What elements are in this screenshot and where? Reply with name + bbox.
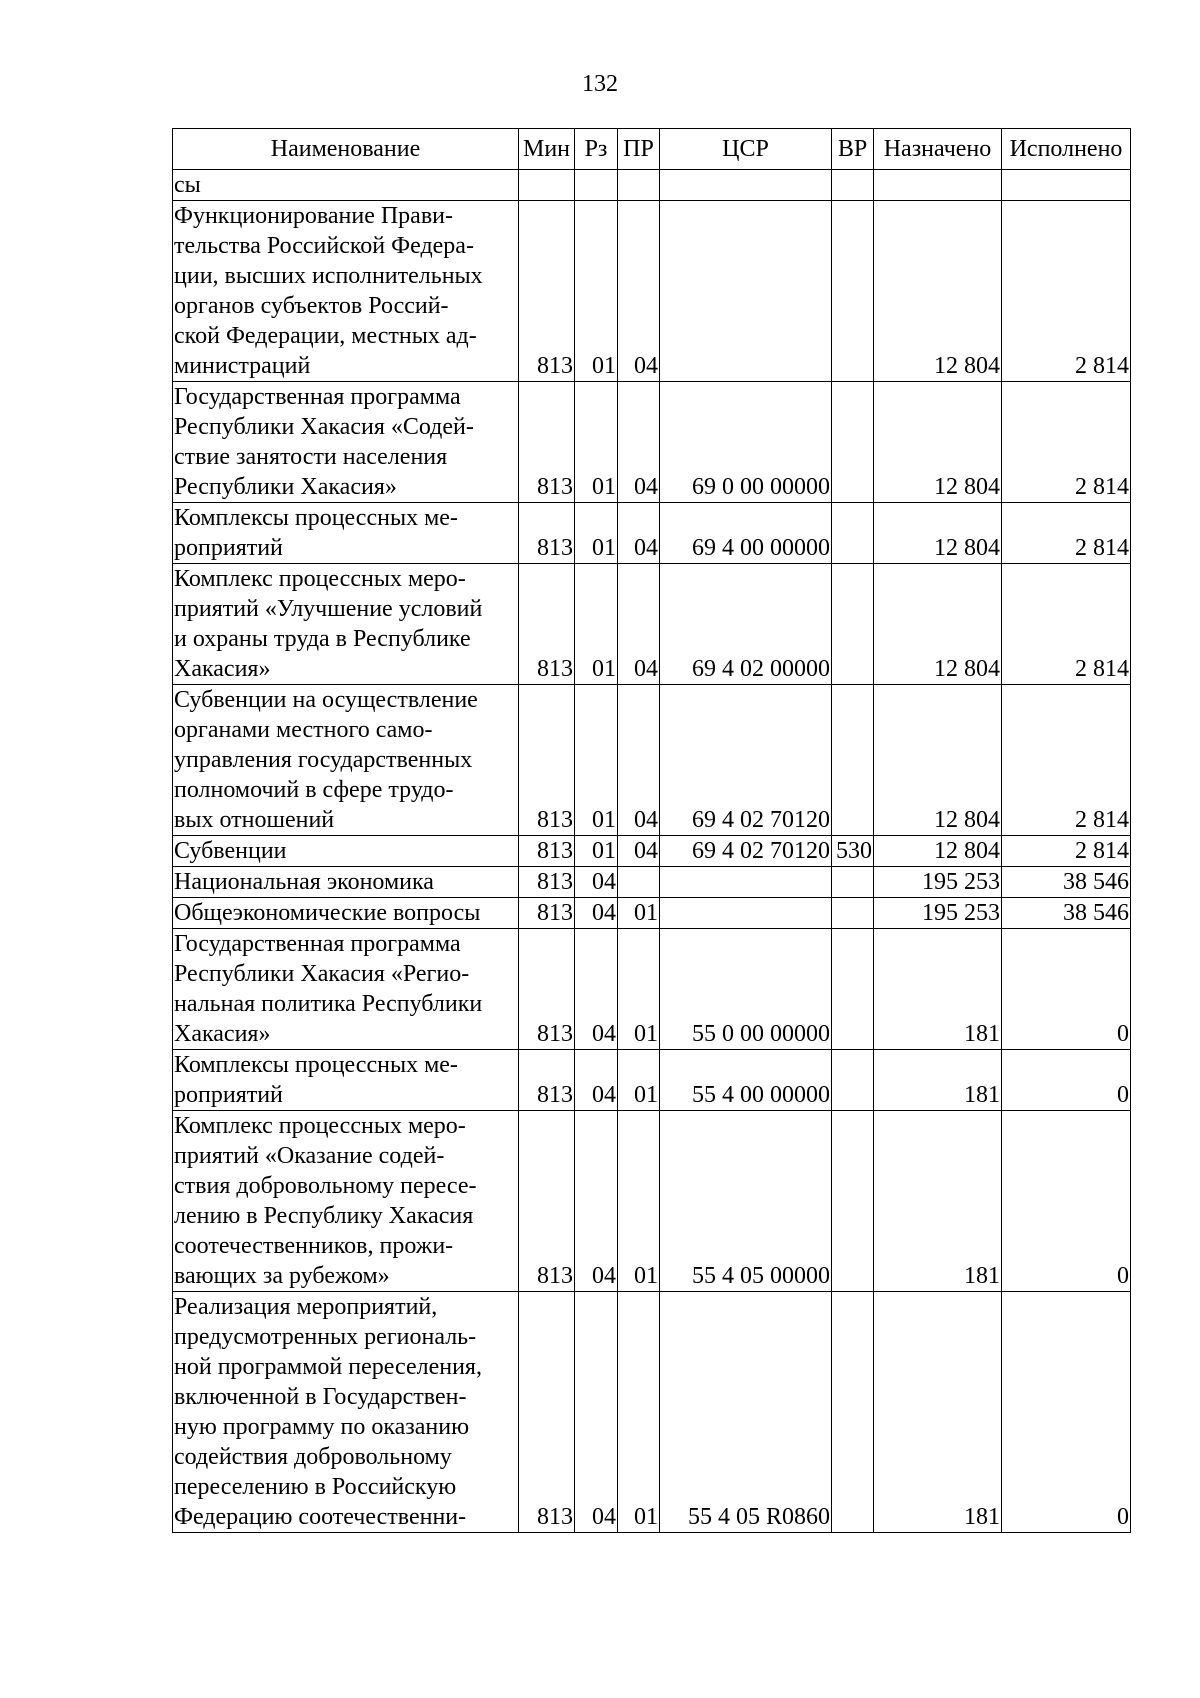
cell-vr xyxy=(832,1111,874,1292)
cell-min: 813 xyxy=(519,929,575,1050)
cell-name: Общеэкономические вопросы xyxy=(173,898,519,929)
cell-csr: 69 4 00 00000 xyxy=(660,503,832,564)
cell-executed: 2 814 xyxy=(1002,685,1131,836)
cell-executed: 2 814 xyxy=(1002,564,1131,685)
header-pr: ПР xyxy=(618,129,660,170)
cell-vr xyxy=(832,898,874,929)
cell-name: Комплексы процессных ме- роприятий xyxy=(173,503,519,564)
cell-min: 813 xyxy=(519,898,575,929)
cell-name: Функционирование Прави- тельства Российской Федера- ции, высших исполнительных органов субъектов Россий- ской Федерации, местных ад- министраций xyxy=(173,201,519,382)
cell-csr xyxy=(660,898,832,929)
cell-rz: 04 xyxy=(575,1050,618,1111)
table-row xyxy=(173,1111,1131,1292)
table-row xyxy=(173,1292,1131,1533)
cell-assigned: 12 804 xyxy=(874,685,1002,836)
cell-executed: 0 xyxy=(1002,1050,1131,1111)
header-min: Мин xyxy=(519,129,575,170)
cell-rz: 04 xyxy=(575,1111,618,1292)
table-body xyxy=(173,170,1131,1533)
table-row xyxy=(173,836,1131,867)
cell-pr: 01 xyxy=(618,1050,660,1111)
cell-rz: 04 xyxy=(575,1292,618,1533)
header-vr: ВР xyxy=(832,129,874,170)
cell-pr xyxy=(618,170,660,201)
cell-vr xyxy=(832,503,874,564)
cell-executed: 2 814 xyxy=(1002,201,1131,382)
table-row xyxy=(173,929,1131,1050)
cell-executed: 38 546 xyxy=(1002,867,1131,898)
cell-assigned xyxy=(874,170,1002,201)
cell-assigned: 195 253 xyxy=(874,867,1002,898)
cell-rz: 01 xyxy=(575,201,618,382)
cell-pr: 04 xyxy=(618,564,660,685)
cell-csr: 55 4 00 00000 xyxy=(660,1050,832,1111)
cell-executed: 2 814 xyxy=(1002,382,1131,503)
table-header-row xyxy=(173,129,1131,170)
cell-pr: 01 xyxy=(618,1292,660,1533)
cell-rz: 01 xyxy=(575,836,618,867)
cell-min: 813 xyxy=(519,564,575,685)
cell-vr xyxy=(832,929,874,1050)
cell-executed: 0 xyxy=(1002,929,1131,1050)
cell-assigned: 181 xyxy=(874,929,1002,1050)
cell-assigned: 12 804 xyxy=(874,836,1002,867)
header-csr: ЦСР xyxy=(660,129,832,170)
cell-csr xyxy=(660,201,832,382)
cell-rz: 01 xyxy=(575,685,618,836)
cell-assigned: 181 xyxy=(874,1111,1002,1292)
cell-vr xyxy=(832,685,874,836)
cell-name: Комплекс процессных меро- приятий «Оказание содей- ствия добровольному пересе- лению в Республику Хакасия соотечественников, прожи- вающих за рубежом» xyxy=(173,1111,519,1292)
cell-csr: 69 4 02 70120 xyxy=(660,685,832,836)
cell-min: 813 xyxy=(519,867,575,898)
table-row xyxy=(173,170,1131,201)
cell-executed xyxy=(1002,170,1131,201)
cell-name: Комплексы процессных ме- роприятий xyxy=(173,1050,519,1111)
cell-min: 813 xyxy=(519,685,575,836)
cell-min: 813 xyxy=(519,382,575,503)
cell-pr: 01 xyxy=(618,1111,660,1292)
cell-pr: 04 xyxy=(618,382,660,503)
cell-csr: 69 4 02 00000 xyxy=(660,564,832,685)
cell-rz: 01 xyxy=(575,503,618,564)
cell-min: 813 xyxy=(519,1111,575,1292)
table-row xyxy=(173,867,1131,898)
cell-pr: 04 xyxy=(618,503,660,564)
cell-pr: 04 xyxy=(618,685,660,836)
table-row xyxy=(173,382,1131,503)
cell-vr: 530 xyxy=(832,836,874,867)
cell-name: сы xyxy=(173,170,519,201)
cell-name: Государственная программа Республики Хакасия «Содей- ствие занятости населения Республики Хакасия» xyxy=(173,382,519,503)
table-row xyxy=(173,685,1131,836)
header-name: Наименование xyxy=(173,129,519,170)
cell-vr xyxy=(832,1292,874,1533)
cell-min xyxy=(519,170,575,201)
cell-executed: 2 814 xyxy=(1002,836,1131,867)
cell-assigned: 12 804 xyxy=(874,503,1002,564)
page-number: 132 xyxy=(582,71,618,97)
cell-executed: 0 xyxy=(1002,1111,1131,1292)
cell-name: Национальная экономика xyxy=(173,867,519,898)
cell-vr xyxy=(832,170,874,201)
header-assigned: Назначено xyxy=(874,129,1002,170)
cell-vr xyxy=(832,382,874,503)
cell-name: Реализация мероприятий, предусмотренных региональ- ной программой переселения, включенной в Государствен- ную программу по оказанию содействия добровольному переселению в Российскую Федерацию соотечественни- xyxy=(173,1292,519,1533)
cell-min: 813 xyxy=(519,503,575,564)
cell-executed: 2 814 xyxy=(1002,503,1131,564)
header-executed: Исполнено xyxy=(1002,129,1131,170)
cell-name: Комплекс процессных меро- приятий «Улучшение условий и охраны труда в Республике Хакасия» xyxy=(173,564,519,685)
cell-csr: 55 0 00 00000 xyxy=(660,929,832,1050)
cell-assigned: 12 804 xyxy=(874,201,1002,382)
table-row xyxy=(173,201,1131,382)
cell-pr xyxy=(618,867,660,898)
cell-vr xyxy=(832,201,874,382)
cell-rz xyxy=(575,170,618,201)
cell-name: Государственная программа Республики Хакасия «Регио- нальная политика Республики Хакасия» xyxy=(173,929,519,1050)
cell-pr: 04 xyxy=(618,836,660,867)
cell-rz: 01 xyxy=(575,382,618,503)
cell-name: Субвенции на осуществление органами местного само- управления государственных полномочий в сфере трудо- вых отношений xyxy=(173,685,519,836)
cell-executed: 0 xyxy=(1002,1292,1131,1533)
cell-vr xyxy=(832,1050,874,1111)
table-row xyxy=(173,1050,1131,1111)
cell-assigned: 12 804 xyxy=(874,564,1002,685)
budget-table xyxy=(172,128,1131,1533)
cell-name: Субвенции xyxy=(173,836,519,867)
cell-rz: 04 xyxy=(575,929,618,1050)
cell-assigned: 195 253 xyxy=(874,898,1002,929)
cell-min: 813 xyxy=(519,201,575,382)
cell-csr: 69 0 00 00000 xyxy=(660,382,832,503)
cell-pr: 01 xyxy=(618,929,660,1050)
table-row xyxy=(173,898,1131,929)
header-rz: Рз xyxy=(575,129,618,170)
cell-pr: 04 xyxy=(618,201,660,382)
cell-rz: 01 xyxy=(575,564,618,685)
cell-assigned: 181 xyxy=(874,1050,1002,1111)
cell-min: 813 xyxy=(519,1292,575,1533)
cell-vr xyxy=(832,867,874,898)
cell-vr xyxy=(832,564,874,685)
cell-csr: 69 4 02 70120 xyxy=(660,836,832,867)
cell-csr: 55 4 05 R0860 xyxy=(660,1292,832,1533)
cell-assigned: 12 804 xyxy=(874,382,1002,503)
table-row xyxy=(173,503,1131,564)
cell-csr xyxy=(660,170,832,201)
table-row xyxy=(173,564,1131,685)
cell-rz: 04 xyxy=(575,898,618,929)
cell-min: 813 xyxy=(519,1050,575,1111)
cell-csr xyxy=(660,867,832,898)
cell-min: 813 xyxy=(519,836,575,867)
cell-executed: 38 546 xyxy=(1002,898,1131,929)
cell-rz: 04 xyxy=(575,867,618,898)
cell-pr: 01 xyxy=(618,898,660,929)
cell-csr: 55 4 05 00000 xyxy=(660,1111,832,1292)
cell-assigned: 181 xyxy=(874,1292,1002,1533)
